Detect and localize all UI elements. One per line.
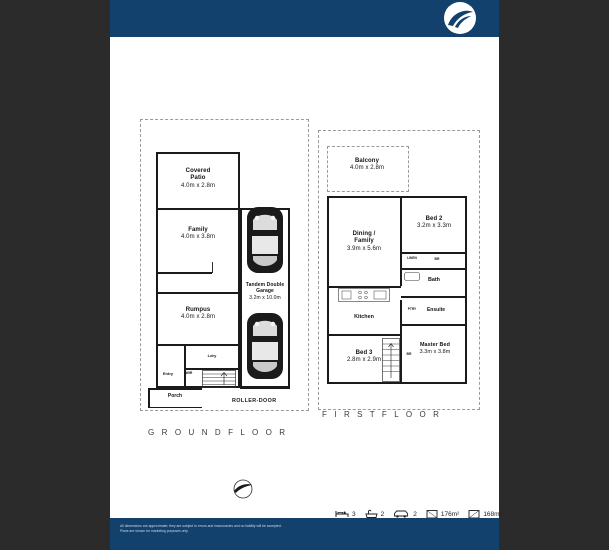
room-label: Bed: [439, 342, 451, 348]
room-label: Porch: [167, 393, 183, 399]
room-label: Family: [188, 227, 208, 233]
room-bed-2: [402, 216, 466, 231]
room-label: Bed 3: [355, 350, 373, 356]
door-swing: [212, 262, 213, 273]
room-label: Covered: [185, 168, 211, 174]
room-label: Tandem Double: [245, 282, 285, 288]
agency-logo-icon: [431, 0, 489, 37]
feature-value: 3: [352, 510, 356, 518]
room-dimension: 4.0m x 2.8m: [180, 314, 216, 321]
room-label: Master: [419, 342, 438, 348]
room-dimension: 3.3m x 3.8m: [419, 348, 451, 355]
room-pantry: [402, 307, 422, 312]
wall: [327, 334, 401, 336]
room-label: Bed 2: [425, 216, 443, 222]
room-label: Kitchen: [354, 314, 374, 320]
room-label: Entry: [162, 371, 174, 376]
header-bar: [110, 0, 499, 37]
room-label: Patio: [190, 175, 206, 182]
wall: [148, 407, 202, 409]
roller-door-label: ROLLER-DOOR: [232, 398, 277, 404]
room-garage: [240, 282, 290, 301]
wall: [400, 196, 402, 286]
room-porch: [148, 394, 202, 399]
room-label: Garage: [256, 288, 274, 295]
room-ldry: [186, 353, 238, 358]
disclaimer-line-1: All dimensions are approximate; they are subject to errors and inaccuracies and no liability will be accepted.: [120, 524, 282, 528]
room-dimension: 2.8m x 2.9m: [346, 357, 382, 364]
feature-value: 2: [380, 510, 385, 518]
wall: [156, 208, 240, 210]
feature-value: 2: [413, 510, 417, 518]
room-kitchen: [332, 315, 396, 320]
wall: [327, 382, 467, 384]
room-label: Balcony: [354, 158, 380, 164]
kitchen-bench-icon: [338, 288, 390, 302]
room-wir: [178, 371, 200, 376]
room-label: BR: [406, 352, 412, 356]
wall: [401, 252, 466, 254]
room-dining-family: [329, 231, 399, 253]
footer-bar: [110, 518, 499, 550]
room-dimension: 4.0m x 2.8m: [349, 165, 385, 172]
room-dimension: 4.0m x 3.8m: [180, 234, 216, 241]
wall: [401, 324, 466, 326]
room-dimension: 3.2m x 3.3m: [416, 223, 452, 230]
room-label: Dining /: [352, 231, 376, 237]
room-br-left: [428, 257, 446, 262]
first-floor-label: F I R S T F L O O R: [322, 410, 442, 419]
room-balcony: [327, 158, 407, 173]
ground-floor-label: G R O U N D F L O O R: [148, 428, 288, 437]
car-icon: [246, 206, 284, 274]
disclaimer-line-2: Plans are shown for marketing purposes only.: [120, 529, 189, 533]
wall: [156, 344, 240, 346]
wall: [156, 152, 240, 154]
room-dimension: 3.2m x 10.0m: [249, 294, 281, 301]
room-dimension: 3.9m x 5.6m: [346, 245, 382, 252]
room-label: Ensuite: [426, 307, 446, 313]
plan-sheet: [110, 0, 502, 550]
room-covered-patio: [156, 168, 240, 190]
room-family: [158, 227, 238, 242]
feature-value: 176m²: [440, 510, 460, 518]
disclaimer: [120, 524, 480, 534]
room-label: Bath: [428, 277, 440, 283]
room-label: Ldry: [207, 353, 217, 358]
wall: [400, 300, 402, 384]
stair-icon: [382, 338, 400, 382]
stair-icon: [202, 370, 236, 388]
room-rumpus: [158, 307, 238, 322]
room-label: LINEN: [407, 256, 417, 260]
wall: [184, 344, 186, 388]
room-dimension: 4.0m x 2.8m: [180, 182, 216, 189]
room-label: Rumpus: [185, 307, 211, 313]
bathtub-icon: [404, 272, 420, 281]
feature-value: 168m²: [483, 510, 502, 518]
north-compass-icon: [230, 478, 256, 500]
room-label: BR: [434, 257, 440, 261]
wall: [401, 268, 466, 270]
room-linen: [401, 256, 423, 261]
room-label: WIR: [185, 371, 193, 375]
car-icon: [246, 312, 284, 380]
room-label: Family: [354, 238, 374, 245]
garage-roller-door: [240, 386, 290, 389]
wall: [156, 292, 240, 294]
wall: [401, 296, 466, 298]
wall: [148, 388, 202, 390]
wall: [327, 196, 467, 198]
room-label: PTRY: [407, 307, 417, 311]
room-br-right: [401, 352, 417, 357]
wall: [156, 272, 212, 274]
